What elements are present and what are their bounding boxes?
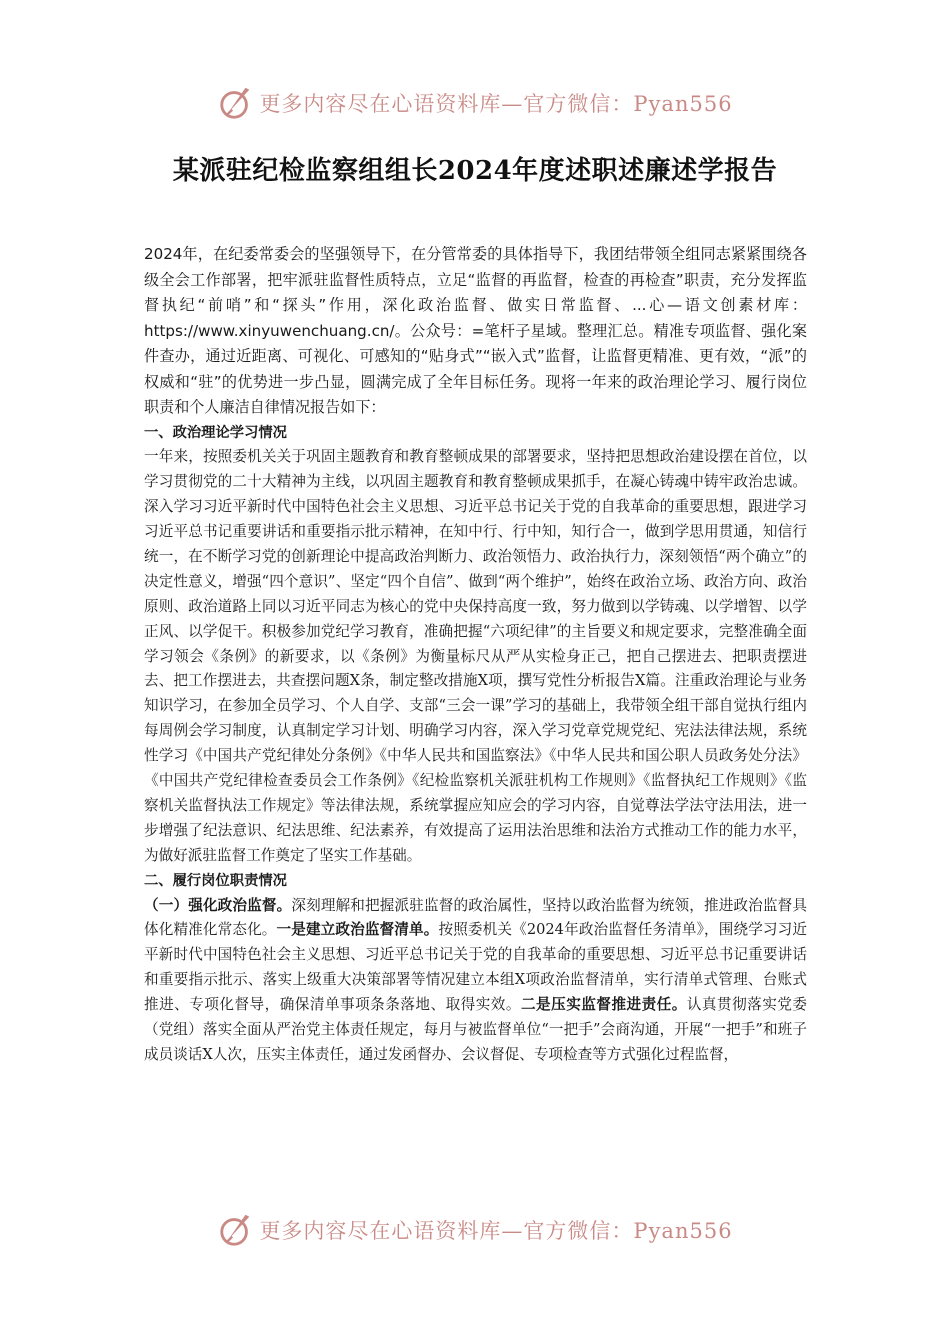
point-text-2: 认真贯彻落实党委（党组）落实全面从严治党主体责任规定，每月与被监督单位“一把手”会商沟通，开展“一把手”和班子成员谈话X人次，压实主体责任，通过发函督办、会议督促、专项检查等方式强化过程监督， — [144, 996, 807, 1063]
intro-paragraph: 2024年，在纪委常委会的坚强领导下，在分管常委的具体指导下，我团结带领全组同志紧紧围绕各级全会工作部署，把牢派驻监督性质特点，立足“监督的再监督，检查的再检查”职责，充分发挥监督执纪“前哨”和“探头”作用，深化政治监督、做实日常监督、...心—语文创素材库：https://www.xinyuwenchuang.cn/。公众号：=笔杆子星域。整理汇总。精准专项监督、强化案件查办，通过近距离、可视化、可感知的“贴身式”“嵌入式”监督，让监督更精准、更有效，“派”的权威和“驻”的优势进一步凸显，圆满完成了全年目标任务。现将一年来的政治理论学习、履行岗位职责和个人廉洁自律情况报告如下： — [144, 245, 807, 416]
point-text-1: 按照委机关《2024年政治监督任务清单》，围绕学习习近平新时代中国特色社会主义思想、习近平总书记关于党的自我革命的重要思想、习近平总书记重要讲话和重要指示批示、落实上级重大决策部署等情况建立本组X项政治监督清单，实行清单式管理、台账式推进、专项化督导，确保清单事项条条落地、取得实效。 — [144, 921, 807, 1014]
watermark-text: 更多内容尽在心语资料库—官方微信：Pyan556 — [259, 92, 733, 116]
section-heading-duties: 二、履行岗位职责情况 — [144, 872, 287, 889]
watermark-banner-bottom — [0, 1208, 950, 1252]
point-lead-2: 二是压实监督推进责任。 — [520, 996, 687, 1014]
quill-circle-icon — [217, 84, 255, 122]
point-lead-1: 一是建立政治监督清单。 — [276, 921, 439, 939]
section-paragraph-political-study: 一年来，按照委机关关于巩固主题教育和教育整顿成果的部署要求，坚持把思想政治建设摆在首位，以学习贯彻党的二十大精神为主线，以巩固主题教育和教育整顿成果抓手，在凝心铸魂中铸牢政治忠诚。深入学习习近平新时代中国特色社会主义思想、习近平总书记关于党的自我革命的重要思想，跟进学习习近平总书记重要讲话和重要指示批示精神，在知中行、行中知，知行合一，做到学思用贯通，知信行统一，在不断学习党的创新理论中提高政治判断力、政治领悟力、政治执行力，深刻领悟“两个确立”的决定性意义，增强“四个意识”、坚定“四个自信”、做到“两个维护”，始终在政治立场、政治方向、政治原则、政治道路上同以习近平同志为核心的党中央保持高度一致，努力做到以学铸魂、以学增智、以学正风、以学促干。积极参加党纪学习教育，准确把握“六项纪律”的主旨要义和规定要求，完整准确全面学习领会《条例》的新要求，以《条例》为衡量标尺从严从实检身正己，把自己摆进去、把职责摆进去、把工作摆进去，共查摆问题X条，制定整改措施X项，撰写党性分析报告X篇。注重政治理论与业务知识学习，在参加全员学习、个人自学、支部“三会一课”学习的基础上，我带领全组干部自觉执行组内每周例会学习制度，认真制定学习计划、明确学习内容，深入学习党章党规党纪、宪法法律法规，系统性学习《中国共产党纪律处分条例》《中华人民共和国监察法》《中华人民共和国公职人员政务处分法》《中国共产党纪律检查委员会工作条例》《纪检监察机关派驻机构工作规则》《监督执纪工作规则》《监察机关监督执法工作规定》等法律法规，系统掌握应知应会的学习内容，自觉尊法学法守法用法，进一步增强了纪法意识、纪法思维、纪法素养，有效提高了运用法治思维和法治方式推动工作的能力水平，为做好派驻监督工作奠定了坚实工作基础。 — [144, 448, 807, 864]
document-title: 某派驻纪检监察组组长2024年度述职述廉述学报告 — [172, 156, 778, 186]
watermark-text: 更多内容尽在心语资料库—官方微信：Pyan556 — [259, 1219, 733, 1243]
subsection-text: 深刻理解和把握派驻监督的政治属性，坚持以政治监督为统领，推进政治监督具体化精准化常态化。 — [144, 896, 807, 939]
section-heading-political-study: 一、政治理论学习情况 — [144, 424, 287, 441]
quill-circle-icon — [217, 1211, 255, 1249]
watermark-banner-top — [0, 81, 950, 125]
document-body — [144, 242, 807, 1068]
subsection-lead: （一）强化政治监督。 — [144, 896, 292, 914]
section-paragraph-duties — [144, 894, 807, 1068]
